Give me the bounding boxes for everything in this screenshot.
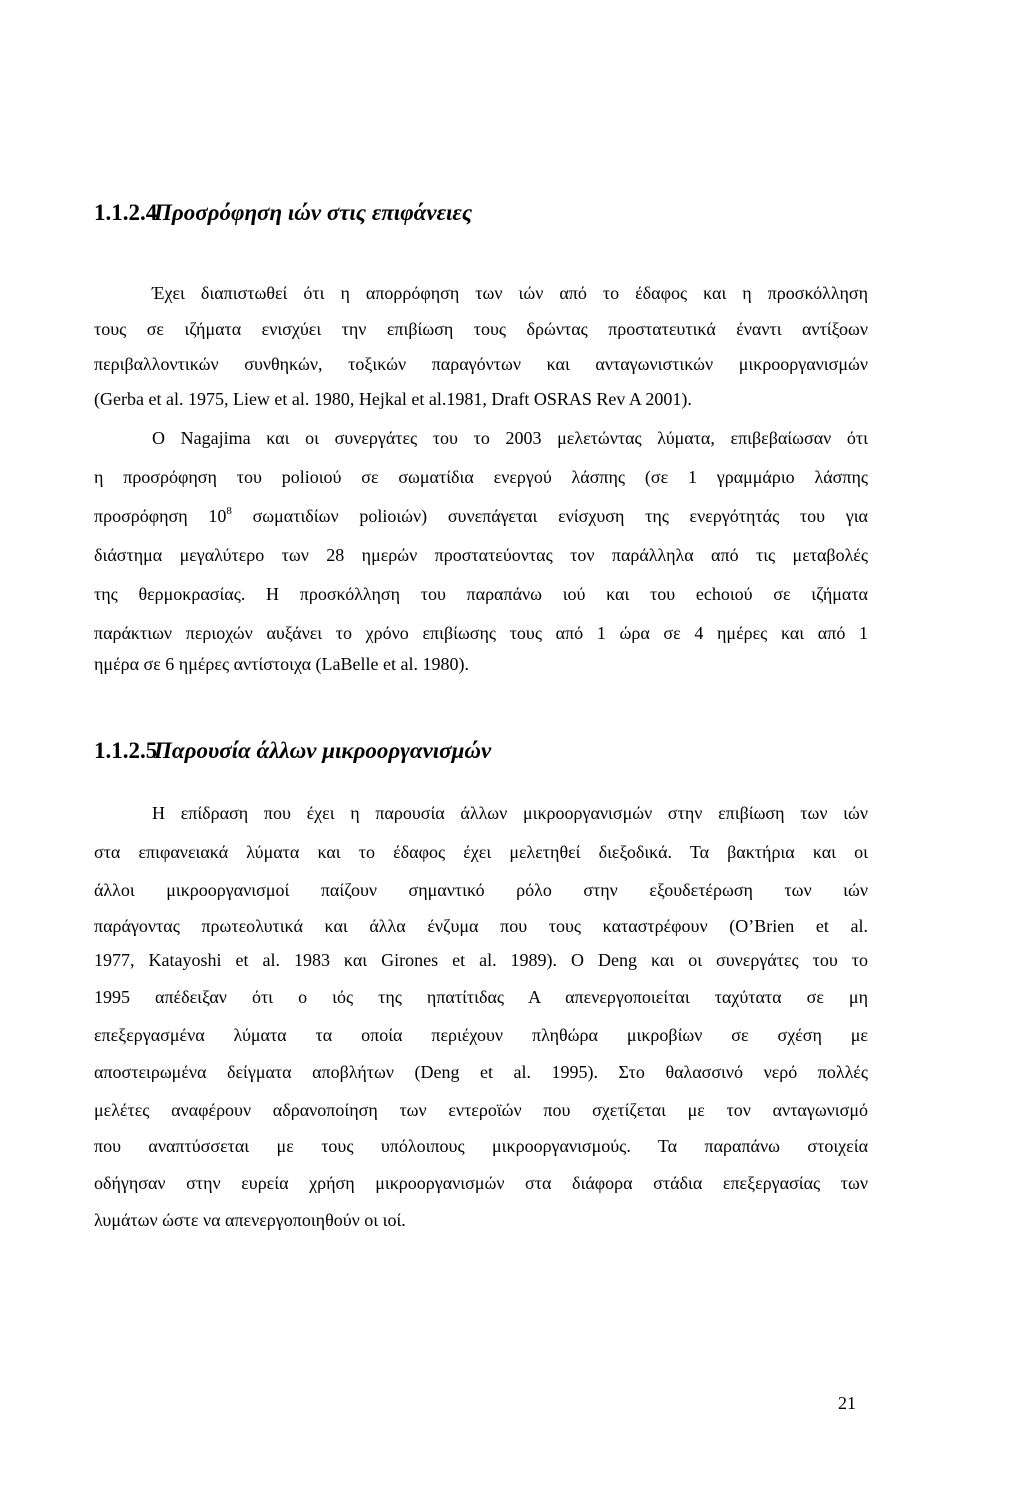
paragraph-line: Η επίδραση που έχει η παρουσία άλλων μικροοργανισμών στην επιβίωση των ιών — [152, 803, 868, 823]
paragraph-line: ημέρα σε 6 ημέρες αντίστοιχα (LaBelle et al. 1980). — [94, 654, 469, 674]
section-heading-1 — [94, 201, 472, 224]
paragraph-line: Ο Nagajima και οι συνεργάτες του το 2003 μελετώντας λύματα, επιβεβαίωσαν ότι — [152, 428, 868, 448]
superscript: 8 — [226, 505, 232, 517]
paragraph-line: παράγοντας πρωτεολυτικά και άλλα ένζυμα που τους καταστρέφουν (O’Brien et al. — [94, 916, 868, 936]
section-number: 1.1.2.4 — [94, 200, 158, 225]
paragraph-line: η προσρόφηση του polioιού σε σωματίδια ενεργού λάσπης (σε 1 γραμμάριο λάσπης — [94, 467, 868, 487]
paragraph-line: περιβαλλοντικών συνθηκών, τοξικών παραγόντων και ανταγωνιστικών μικροοργανισμών — [94, 354, 868, 374]
section-number: 1.1.2.5 — [94, 738, 158, 763]
paragraph-line — [94, 507, 868, 525]
paragraph-line: της θερμοκρασίας. Η προσκόλληση του παραπάνω ιού και του echoιού σε ιζήματα — [94, 584, 868, 604]
paragraph-line: στα επιφανειακά λύματα και το έδαφος έχει μελετηθεί διεξοδικά. Τα βακτήρια και οι — [94, 842, 868, 862]
paragraph-line: παράκτιων περιοχών αυξάνει το χρόνο επιβίωσης τους από 1 ώρα σε 4 ημέρες και από 1 — [94, 623, 868, 643]
paragraph-line: διάστημα μεγαλύτερο των 28 ημερών προστατεύοντας τον παράλληλα από τις μεταβολές — [94, 545, 868, 565]
page-number: 21 — [838, 1393, 856, 1413]
section-title: Προσρόφηση ιών στις επιφάνειες — [154, 200, 473, 225]
paragraph-line: 1977, Katayoshi et al. 1983 και Girones et al. 1989). Ο Deng και οι συνεργάτες του το — [94, 950, 868, 970]
paragraph-line: λυμάτων ώστε να απενεργοποιηθούν οι ιοί. — [94, 1210, 406, 1230]
paragraph-line: οδήγησαν στην ευρεία χρήση μικροοργανισμών στα διάφορα στάδια επεξεργασίας των — [94, 1173, 868, 1193]
paragraph-line: αποστειρωμένα δείγματα αποβλήτων (Deng et al. 1995). Στο θαλασσινό νερό πολλές — [94, 1062, 868, 1082]
text-run: προσρόφηση 10 — [94, 506, 227, 526]
paragraph-line: 1995 απέδειξαν ότι ο ιός της ηπατίτιδας Α απενεργοποιείται ταχύτατα σε μη — [94, 987, 868, 1007]
section-title: Παρουσία άλλων μικροοργανισμών — [154, 738, 492, 763]
text-run: σωματιδίων polioιών) συνεπάγεται ενίσχυση της ενεργότητάς του για — [231, 506, 868, 526]
section-heading-2 — [94, 739, 491, 762]
paragraph-line: Έχει διαπιστωθεί ότι η απορρόφηση των ιών από το έδαφος και η προσκόλληση — [152, 283, 868, 303]
paragraph-line: που αναπτύσσεται με τους υπόλοιπους μικροοργανισμούς. Τα παραπάνω στοιχεία — [94, 1136, 868, 1156]
paragraph-line: μελέτες αναφέρουν αδρανοποίηση των εντεροϊών που σχετίζεται με τον ανταγωνισμό — [94, 1100, 868, 1120]
paragraph-line: άλλοι μικροοργανισμοί παίζουν σημαντικό ρόλο στην εξουδετέρωση των ιών — [94, 880, 868, 900]
paragraph-line: (Gerba et al. 1975, Liew et al. 1980, Hejkal et al.1981, Draft OSRAS Rev A 2001). — [94, 389, 692, 409]
paragraph-line: τους σε ιζήματα ενισχύει την επιβίωση τους δρώντας προστατευτικά έναντι αντίξοων — [94, 319, 868, 339]
paragraph-line: επεξεργασμένα λύματα τα οποία περιέχουν πληθώρα μικροβίων σε σχέση με — [94, 1025, 868, 1045]
